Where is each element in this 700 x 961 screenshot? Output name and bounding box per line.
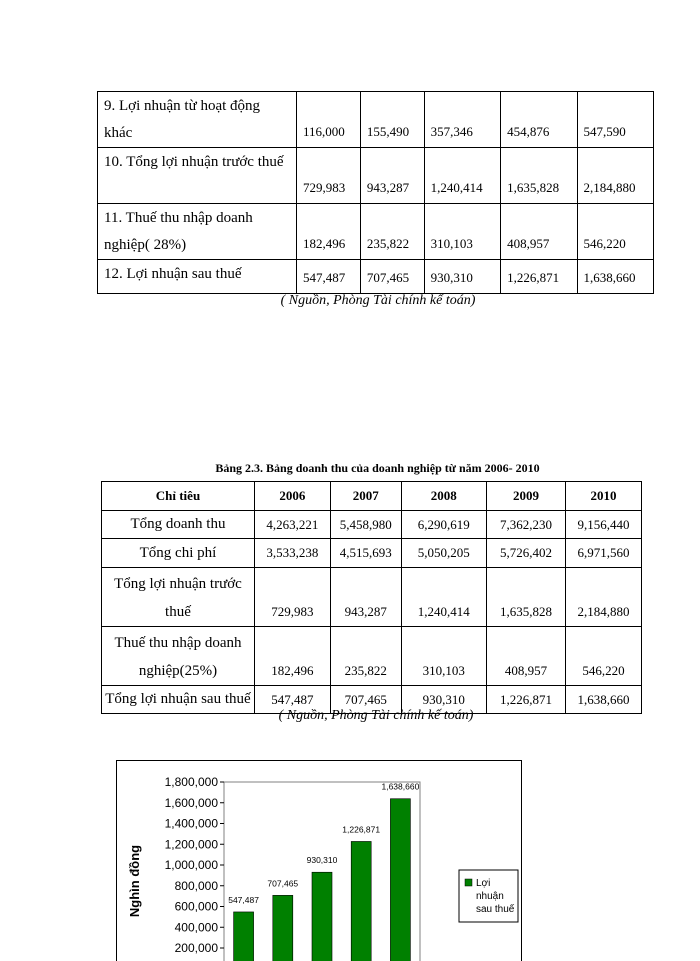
bar-data-label: 1,638,660 xyxy=(381,781,420,792)
legend-label-line1: Lợi xyxy=(476,878,491,889)
y-tick-label: 800,000 xyxy=(174,878,218,893)
cell-value: 546,220 xyxy=(577,204,653,260)
y-tick-label: 200,000 xyxy=(174,941,218,955)
cell-value: 408,957 xyxy=(486,627,565,686)
column-header: 2010 xyxy=(566,482,642,511)
cell-value: 5,458,980 xyxy=(330,511,401,539)
y-tick-label: 1,800,000 xyxy=(164,775,218,789)
legend-label-line3: sau thuế xyxy=(476,904,515,915)
bar-data-label: 547,487 xyxy=(228,894,259,905)
row-label: 9. Lợi nhuận từ hoạt động khác xyxy=(98,92,297,148)
cell-value: 707,465 xyxy=(360,260,424,294)
table-row xyxy=(98,204,654,260)
cell-value: 9,156,440 xyxy=(566,511,642,539)
column-header: 2006 xyxy=(254,482,330,511)
y-tick-label: 1,000,000 xyxy=(164,858,218,872)
cell-value: 235,822 xyxy=(360,204,424,260)
cell-value: 2,184,880 xyxy=(566,568,642,627)
cell-value: 3,533,238 xyxy=(254,539,330,568)
column-header: 2009 xyxy=(486,482,565,511)
table-row xyxy=(102,539,642,568)
cell-value: 4,515,693 xyxy=(330,539,401,568)
row-label: Tổng lợi nhuận trước thuế xyxy=(102,568,255,627)
cell-value: 454,876 xyxy=(501,92,577,148)
cell-value: 235,822 xyxy=(330,627,401,686)
table-row xyxy=(102,511,642,539)
row-label: 11. Thuế thu nhập doanh nghiệp( 28%) xyxy=(98,204,297,260)
table-row xyxy=(98,148,654,204)
cell-value: 1,240,414 xyxy=(424,148,500,204)
cell-value: 6,290,619 xyxy=(401,511,486,539)
row-label: 10. Tổng lợi nhuận trước thuế xyxy=(98,148,297,204)
cell-value: 930,310 xyxy=(401,686,486,714)
cell-value: 729,983 xyxy=(254,568,330,627)
legend-label-line2: nhuận xyxy=(476,891,504,902)
cell-value: 310,103 xyxy=(424,204,500,260)
y-tick-label: 1,400,000 xyxy=(164,816,218,831)
legend-swatch xyxy=(465,879,472,886)
bar-2008 xyxy=(312,872,332,961)
row-label: Thuế thu nhập doanh nghiệp(25%) xyxy=(102,627,255,686)
cell-value: 547,487 xyxy=(254,686,330,714)
cell-value: 310,103 xyxy=(401,627,486,686)
row-label: Tổng lợi nhuận sau thuế xyxy=(102,686,255,714)
cell-value: 547,590 xyxy=(577,92,653,148)
cell-value: 155,490 xyxy=(360,92,424,148)
cell-value: 4,263,221 xyxy=(254,511,330,539)
cell-value: 930,310 xyxy=(424,260,500,294)
table-row xyxy=(98,260,654,294)
table1-source-note: ( Nguồn, Phòng Tài chính kế toán) xyxy=(280,293,476,308)
cell-value: 182,496 xyxy=(254,627,330,686)
chart-canvas xyxy=(117,761,521,961)
bar-data-label: 707,465 xyxy=(267,878,299,889)
row-label: 12. Lợi nhuận sau thuế xyxy=(98,260,297,294)
cell-value: 943,287 xyxy=(330,568,401,627)
y-tick-label: 1,600,000 xyxy=(164,795,218,810)
bar-data-label: 930,310 xyxy=(306,855,338,866)
cell-value: 1,240,414 xyxy=(401,568,486,627)
bar-2007 xyxy=(273,895,293,961)
cell-value: 408,957 xyxy=(501,204,577,260)
profit-table-continued xyxy=(97,91,654,294)
cell-value: 943,287 xyxy=(360,148,424,204)
bar-2009 xyxy=(351,841,371,961)
cell-value: 7,362,230 xyxy=(486,511,565,539)
cell-value: 5,726,402 xyxy=(486,539,565,568)
bar-2010 xyxy=(390,799,410,961)
cell-value: 2,184,880 xyxy=(577,148,653,204)
revenue-table xyxy=(101,481,642,714)
cell-value: 182,496 xyxy=(297,204,361,260)
cell-value: 1,226,871 xyxy=(501,260,577,294)
table-row xyxy=(102,627,642,686)
y-tick-label: 1,200,000 xyxy=(164,837,218,852)
cell-value: 5,050,205 xyxy=(401,539,486,568)
column-header: 2007 xyxy=(330,482,401,511)
cell-value: 1,638,660 xyxy=(566,686,642,714)
cell-value: 729,983 xyxy=(297,148,361,204)
cell-value: 1,226,871 xyxy=(486,686,565,714)
profit-bar-chart xyxy=(116,760,522,961)
bar-2006 xyxy=(234,912,254,961)
bar-data-label: 1,226,871 xyxy=(342,824,381,835)
y-tick-label: 400,000 xyxy=(174,920,218,935)
column-header: 2008 xyxy=(401,482,486,511)
cell-value: 1,638,660 xyxy=(577,260,653,294)
column-header: Chỉ tiêu xyxy=(102,482,255,511)
y-tick-label: 600,000 xyxy=(174,899,218,914)
table2-caption: Bảng 2.3. Bảng doanh thu của doanh nghiệp từ năm 2006- 2010 xyxy=(215,461,540,475)
row-label: Tổng chi phí xyxy=(102,539,255,568)
table-row xyxy=(98,92,654,148)
cell-value: 1,635,828 xyxy=(486,568,565,627)
cell-value: 6,971,560 xyxy=(566,539,642,568)
cell-value: 707,465 xyxy=(330,686,401,714)
cell-value: 1,635,828 xyxy=(501,148,577,204)
table-row xyxy=(102,568,642,627)
table2-source-note: ( Nguồn, Phòng Tài chính kế toán) xyxy=(278,708,474,723)
row-label: Tổng doanh thu xyxy=(102,511,255,539)
cell-value: 357,346 xyxy=(424,92,500,148)
cell-value: 546,220 xyxy=(566,627,642,686)
table-header-row xyxy=(102,482,642,511)
y-axis-label: Nghìn đồng xyxy=(127,844,142,918)
cell-value: 116,000 xyxy=(297,92,361,148)
cell-value: 547,487 xyxy=(297,260,361,294)
